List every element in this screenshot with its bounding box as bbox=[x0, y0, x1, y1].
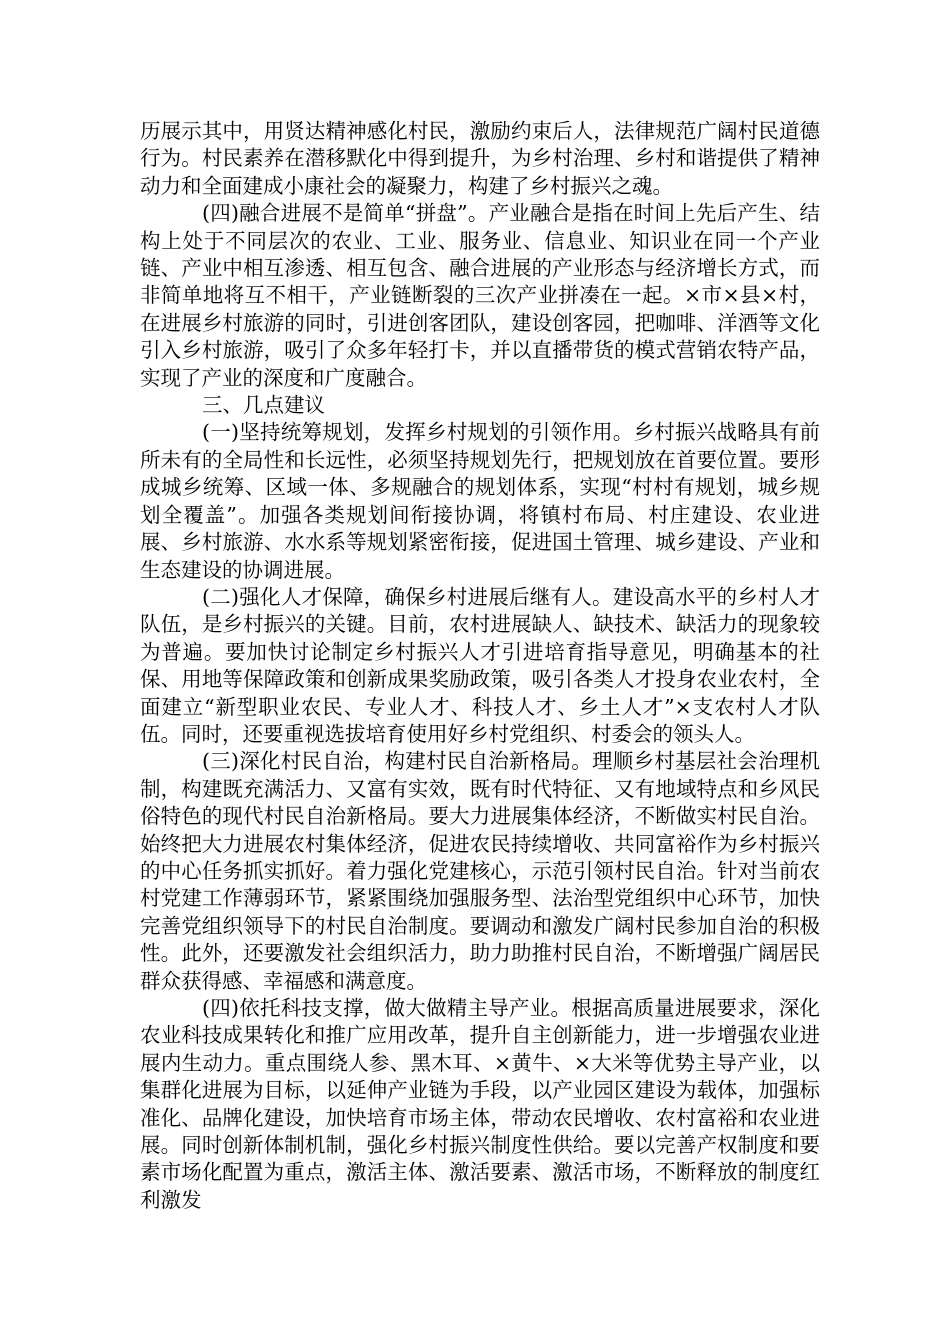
paragraph-industry-integration: (四)融合进展不是简单“拼盘”。产业融合是指在时间上先后产生、结构上处于不同层次的农业、工业、服务业、信息业、知识业在同一个产业链、产业中相互渗透、相互包含、融合进展的产业形态与经济增长方式，而非简单地将互不相干，产业链断裂的三次产业拼凑在一起。×市×县×村，在进展乡村旅游的同时，引进创客团队，建设创客园，把咖啡、洋酒等文化引入乡村旅游，吸引了众多年轻打卡，并以直播带货的模式营销农特产品，实现了产业的深度和广度融合。 bbox=[140, 201, 820, 390]
section-heading-suggestions: 三、几点建议 bbox=[202, 393, 325, 418]
paragraph-talent: (二)强化人才保障，确保乡村进展后继有人。建设高水平的乡村人才队伍，是乡村振兴的关键。目前，农村进展缺人、缺技术、缺活力的现象较为普遍。要加快讨论制定乡村振兴人才引进培育指导意见，明确基本的社保、用地等保障政策和创新成果奖励政策，吸引各类人才投身农业农村，全面建立“新型职业农民、专业人才、科技人才、乡土人才”×支农村人才队伍。同时，还要重视选拔培育使用好乡村党组织、村委会的领头人。 bbox=[140, 584, 820, 746]
paragraph-continuation: 历展示其中，用贤达精神感化村民，激励约束后人，法律规范广阔村民道德行为。村民素养在潜移默化中得到提升，为乡村治理、乡村和谐提供了精神动力和全面建成小康社会的凝聚力，构建了乡村振兴之魂。 bbox=[140, 119, 820, 198]
paragraph-self-governance: (三)深化村民自治，构建村民自治新格局。理顺乡村基层社会治理机制，构建既充满活力、又富有实效，既有时代特征、又有地域特点和乡风民俗特色的现代村民自治新格局。要大力进展集体经济，不断做实村民自治。始终把大力进展农村集体经济，促进农民持续增收、共同富裕作为乡村振兴的中心任务抓实抓好。着力强化党建核心，示范引领村民自治。针对当前农村党建工作薄弱环节，紧紧围绕加强服务型、法治型党组织中心环节，加快完善党组织领导下的村民自治制度。要调动和激发广阔村民参加自治的积极性。此外，还要激发社会组织活力，助力助推村民自治，不断增强广阔居民群众获得感、幸福感和满意度。 bbox=[140, 749, 820, 993]
paragraph-planning: (一)坚持统筹规划，发挥乡村规划的引领作用。乡村振兴战略具有前所未有的全局性和长远性，必须坚持规划先行，把规划放在首要位置。要形成城乡统筹、区域一体、多规融合的规划体系，实现“村村有规划，城乡规划全覆盖”。加强各类规划间衔接协调，将镇村布局、村庄建设、农业进展、乡村旅游、水水系等规划紧密衔接，促进国土管理、城乡建设、产业和生态建设的协调进展。 bbox=[140, 420, 820, 582]
document-page bbox=[140, 118, 820, 1214]
paragraph-technology: (四)依托科技支撑，做大做精主导产业。根据高质量进展要求，深化农业科技成果转化和推广应用改革，提升自主创新能力，进一步增强农业进展内生动力。重点围绕人参、黑木耳、×黄牛、×大米等优势主导产业，以集群化进展为目标，以延伸产业链为手段，以产业园区建设为载体，加强标准化、品牌化建设，加快培育市场主体，带动农民增收、农村富裕和农业进展。同时创新体制机制，强化乡村振兴制度性供给。要以完善产权制度和要素市场化配置为重点，激活主体、激活要素、激活市场，不断释放的制度红利激发 bbox=[140, 996, 820, 1212]
